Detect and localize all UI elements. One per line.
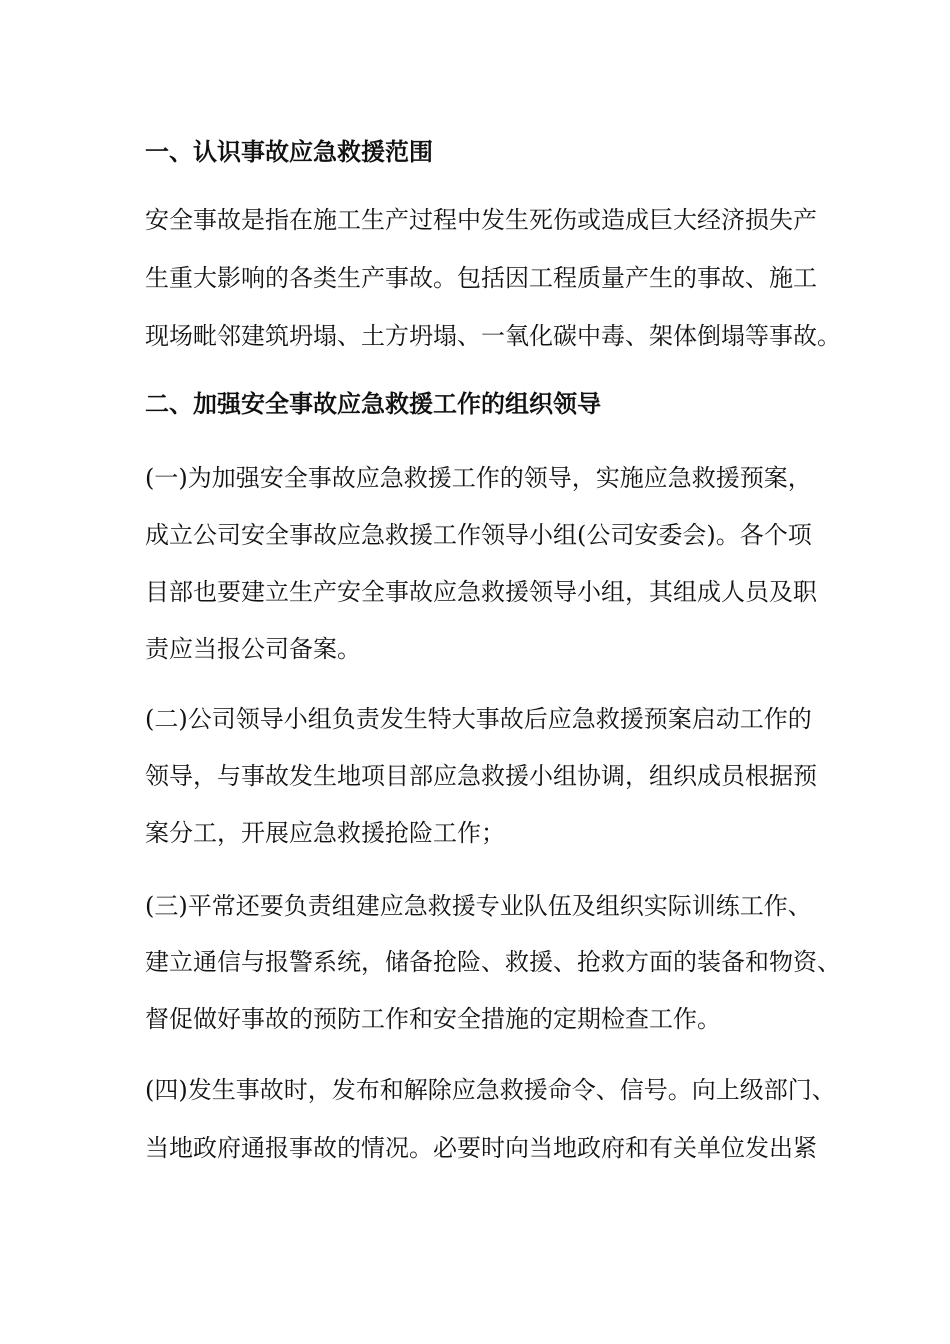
paragraph-line: (二)公司领导小组负责发生特大事故后应急救援预案启动工作的: [145, 705, 812, 733]
section-1-heading: 一、认识事故应急救援范围: [145, 137, 433, 166]
paragraph-line: 安全事故是指在施工生产过程中发生死伤或造成巨大经济损失产: [145, 206, 817, 234]
paragraph-line: 案分工，开展应急救援抢险工作；: [145, 819, 505, 847]
paragraph-line: 责应当报公司备案。: [145, 635, 361, 663]
paragraph-line: 当地政府通报事故的情况。必要时向当地政府和有关单位发出紧: [145, 1134, 817, 1162]
paragraph-line: 现场毗邻建筑坍塌、土方坍塌、一氧化碳中毒、架体倒塌等事故。: [145, 322, 841, 350]
paragraph-line: 成立公司安全事故应急救援工作领导小组(公司安委会)。各个项: [145, 521, 812, 549]
paragraph-line: 目部也要建立生产安全事故应急救援领导小组，其组成人员及职: [145, 578, 817, 606]
paragraph-line: 建立通信与报警系统，储备抢险、救援、抢救方面的装备和物资、: [145, 948, 841, 976]
paragraph-line: 生重大影响的各类生产事故。包括因工程质量产生的事故、施工: [145, 264, 817, 292]
section-2-heading: 二、加强安全事故应急救援工作的组织领导: [145, 389, 601, 418]
paragraph-line: 督促做好事故的预防工作和安全措施的定期检查工作。: [145, 1005, 721, 1033]
paragraph-line: (一)为加强安全事故应急救援工作的领导，实施应急救援预案，: [145, 464, 812, 492]
paragraph-line: 领导，与事故发生地项目部应急救援小组协调，组织成员根据预: [145, 762, 817, 790]
paragraph-line: (三)平常还要负责组建应急救援专业队伍及组织实际训练工作、: [145, 892, 812, 920]
paragraph-line: (四)发生事故时，发布和解除应急救援命令、信号。向上级部门、: [145, 1076, 836, 1104]
